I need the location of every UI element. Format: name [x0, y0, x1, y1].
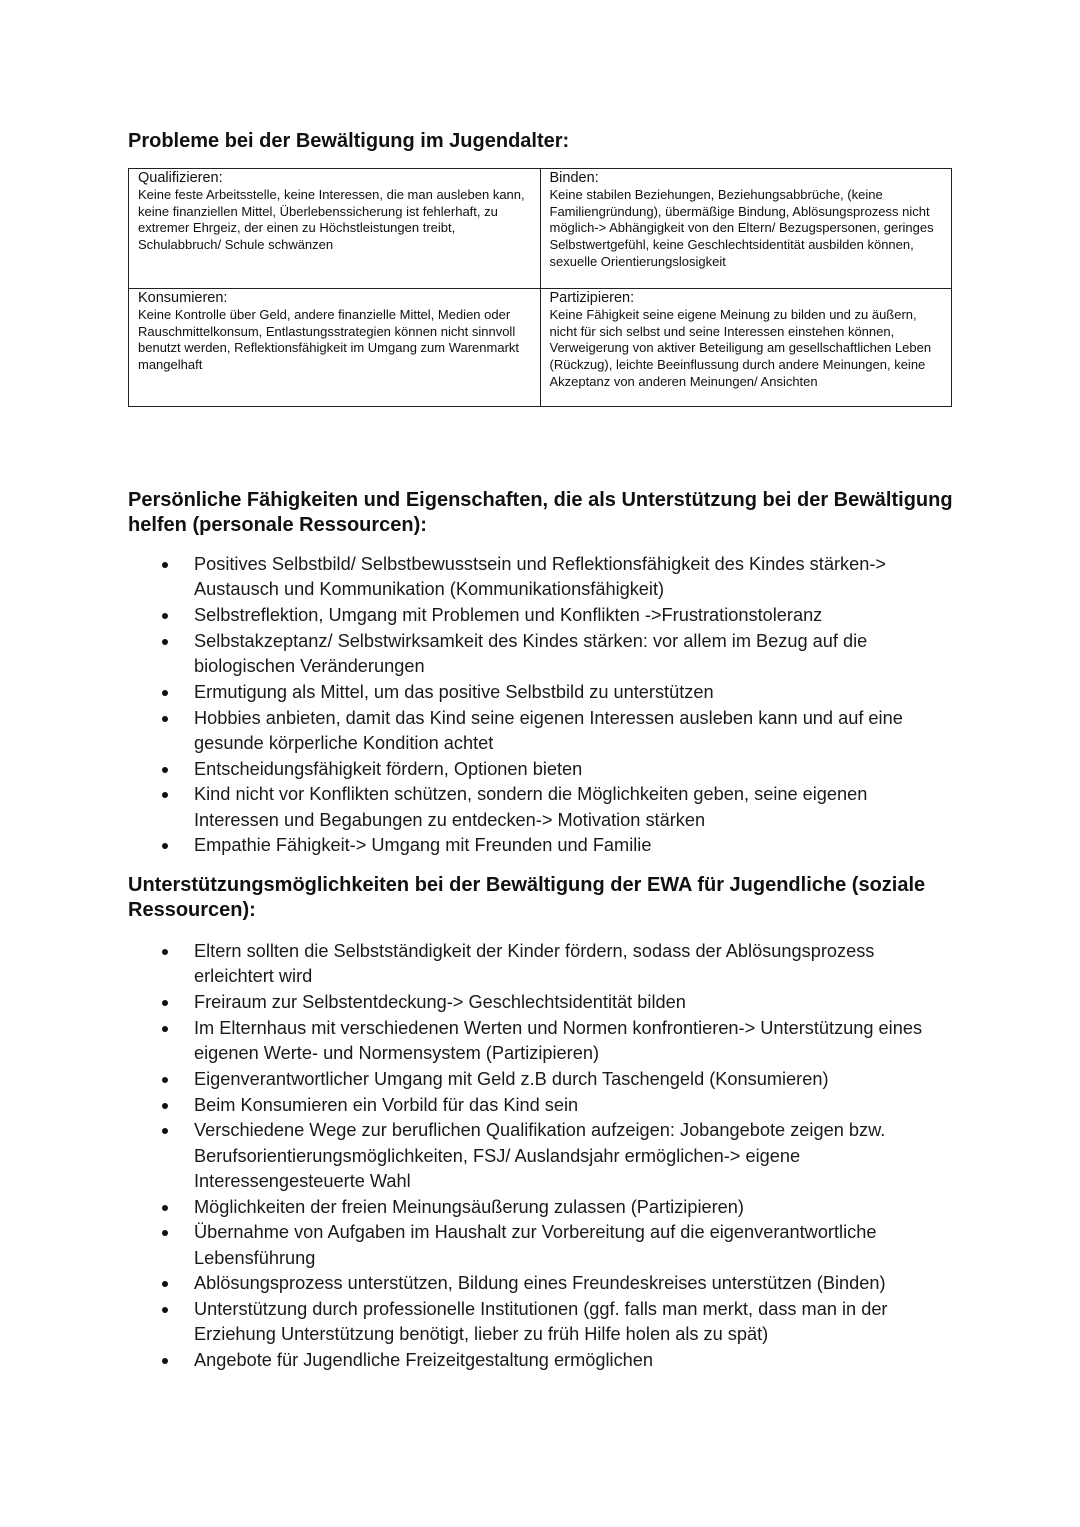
list-item-text: Selbstreflektion, Umgang mit Problemen und Konflikten ->Frustrationstoleranz: [194, 605, 823, 625]
bullet-icon: [162, 562, 168, 568]
cell-heading: Konsumieren:: [138, 290, 228, 306]
list-item-text: Hobbies anbieten, damit das Kind seine eigenen Interessen ausleben kann und auf eine gesunde körperliche Kondition achtet: [194, 707, 903, 753]
bullet-icon: [162, 716, 168, 722]
cell-partizipieren: [540, 289, 952, 407]
list-item: [128, 782, 954, 832]
bullet-icon: [162, 1205, 168, 1211]
cell-text: Keine Kontrolle über Geld, andere finanzielle Mittel, Medien oder Rauschmittelkonsum, Entlastungsstrategien können nicht sinnvoll benutzt werden, Reflektionsfähigkeit im Umgang zum Warenmarkt mangelhaft: [138, 307, 520, 373]
list-item-text: Positives Selbstbild/ Selbstbewusstsein und Reflektionsfähigkeit des Kindes stärken-> Austausch und Kommunikation (Kommunikationsfähigkeit): [194, 554, 887, 600]
list-item-text: Kind nicht vor Konflikten schützen, sondern die Möglichkeiten geben, seine eigenen Interessen und Begabungen zu entdecken-> Motivation stärken: [194, 784, 868, 830]
list-item: [128, 1220, 954, 1270]
list-item-text: Freiraum zur Selbstentdeckung-> Geschlechtsidentität bilden: [194, 992, 686, 1012]
social-resources-list: [128, 939, 954, 1374]
list-item: [128, 680, 954, 705]
cell-heading: Partizipieren:: [549, 290, 635, 306]
table-row: [129, 169, 952, 289]
list-item: [128, 1067, 954, 1092]
bullet-icon: [162, 1026, 168, 1032]
list-item-text: Im Elternhaus mit verschiedenen Werten und Normen konfrontieren-> Unterstützung eines eigenen Werte- und Normensystem (Partizipieren): [194, 1017, 923, 1063]
list-item: [128, 552, 954, 602]
list-item-text: Beim Konsumieren ein Vorbild für das Kind sein: [194, 1094, 579, 1115]
cell-text: Keine stabilen Beziehungen, Beziehungsabbrüche, (keine Familiengründung), übermäßige Bindung, Ablösungsprozess nicht möglich-> Abhängigkeit von den Eltern/ Bezugspersonen, geringes Selbstwertgefühl, keine Geschlechtsidentität ausbilden können, sexuelle Orientierungslosigkeit: [549, 187, 934, 269]
cell-text: Keine Fähigkeit seine eigene Meinung zu bilden und zu äußern, nicht für sich selbst und seine Interessen einstehen können, Verweigerung von aktiver Beteiligung am gesellschaftlichen Leben (Rückzug), leichte Beeinflussung durch andere Meinungen, keine Akzeptanz von anderen Meinungen/ Ansichten: [549, 307, 932, 389]
list-item-text: Eigenverantwortlicher Umgang mit Geld z.B durch Taschengeld (Konsumieren): [194, 1068, 829, 1089]
bullet-icon: [162, 613, 168, 619]
list-item: [128, 833, 954, 858]
bullet-icon: [162, 1230, 168, 1236]
list-item: [128, 603, 954, 628]
list-item-text: Empathie Fähigkeit-> Umgang mit Freunden und Familie: [194, 835, 652, 856]
list-item-text: Ermutigung als Mittel, um das positive Selbstbild zu unterstützen: [194, 681, 714, 702]
section-title-social-resources: Unterstützungsmöglichkeiten bei der Bewältigung der EWA für Jugendliche (soziale Ressourcen):: [128, 874, 926, 921]
list-item-text: Eltern sollten die Selbstständigkeit der Kinder fördern, sodass der Ablösungsprozess erleichtert wird: [194, 941, 875, 987]
section-title-problems: Probleme bei der Bewältigung im Jugendalter:: [128, 130, 570, 152]
list-item: [128, 629, 954, 679]
bullet-icon: [162, 639, 168, 645]
bullet-icon: [162, 843, 168, 849]
list-item: [128, 1093, 954, 1118]
cell-heading: Qualifizieren:: [138, 170, 223, 186]
list-item: [128, 1271, 954, 1296]
cell-qualifizieren: [129, 169, 541, 289]
personal-resources-list: [128, 552, 954, 859]
list-item: [128, 1118, 954, 1194]
bullet-icon: [162, 767, 168, 773]
list-item: [128, 706, 954, 756]
table-row: [129, 289, 952, 407]
list-item: [128, 1195, 954, 1220]
section-title-personal-resources: Persönliche Fähigkeiten und Eigenschaften, die als Unterstützung bei der Bewältigung helfen (personale Ressourcen):: [128, 489, 953, 536]
list-item-text: Verschiedene Wege zur beruflichen Qualifikation aufzeigen: Jobangebote zeigen bzw. Berufsorientierungsmöglichkeiten, FSJ/ Auslandsjahr ermöglichen-> eigene Interessengesteuerte Wahl: [194, 1120, 886, 1191]
bullet-icon: [162, 1307, 168, 1313]
bullet-icon: [162, 1128, 168, 1134]
list-item-text: Entscheidungsfähigkeit fördern, Optionen bieten: [194, 758, 583, 779]
list-item-text: Übernahme von Aufgaben im Haushalt zur Vorbereitung auf die eigenverantwortliche Lebensführung: [194, 1222, 877, 1268]
problems-table: [128, 168, 952, 407]
bullet-icon: [162, 1358, 168, 1364]
bullet-icon: [162, 949, 168, 955]
bullet-icon: [162, 1281, 168, 1287]
cell-text: Keine feste Arbeitsstelle, keine Interessen, die man ausleben kann, keine finanziellen Mittel, Überlebenssicherung ist fehlerhaft, zu extremer Ehrgeiz, der einen zu Höchstleistungen treibt, Schulabbruch/ Schule schwänzen: [138, 187, 525, 253]
list-item: [128, 1348, 954, 1373]
cell-binden: [540, 169, 952, 289]
list-item-text: Angebote für Jugendliche Freizeitgestaltung ermöglichen: [194, 1350, 654, 1371]
bullet-icon: [162, 1077, 168, 1083]
list-item: [128, 1016, 954, 1066]
list-item: [128, 757, 954, 782]
bullet-icon: [162, 690, 168, 696]
list-item-text: Möglichkeiten der freien Meinungsäußerung zulassen (Partizipieren): [194, 1196, 744, 1217]
bullet-icon: [162, 1000, 168, 1006]
cell-heading: Binden:: [549, 170, 599, 186]
list-item: [128, 939, 954, 989]
list-item-text: Unterstützung durch professionelle Institutionen (ggf. falls man merkt, dass man in der Erziehung Unterstützung benötigt, lieber zu früh Hilfe holen als zu spät): [194, 1299, 888, 1345]
list-item-text: Ablösungsprozess unterstützen, Bildung eines Freundeskreises unterstützen (Binden): [194, 1273, 886, 1294]
list-item-text: Selbstakzeptanz/ Selbstwirksamkeit des Kindes stärken: vor allem im Bezug auf die biologischen Veränderungen: [194, 630, 868, 676]
bullet-icon: [162, 792, 168, 798]
cell-konsumieren: [129, 289, 541, 407]
bullet-icon: [162, 1103, 168, 1109]
list-item: [128, 990, 954, 1015]
list-item: [128, 1297, 954, 1347]
